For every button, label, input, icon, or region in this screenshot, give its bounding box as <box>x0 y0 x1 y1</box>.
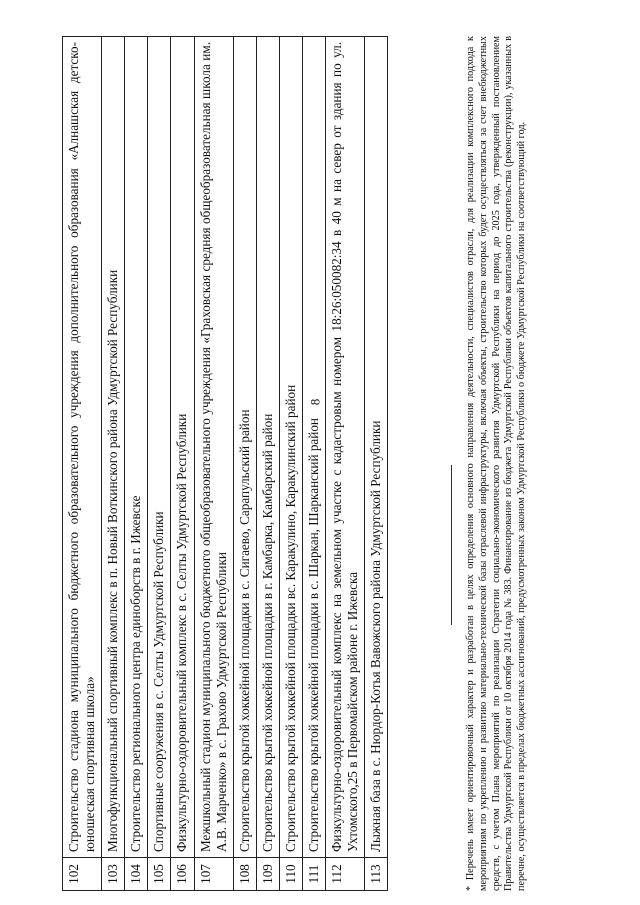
table-row <box>125 37 148 891</box>
row-text: Строительство регионального центра единоборств в г. Ижевске <box>125 37 148 858</box>
row-number: 104 <box>125 858 148 891</box>
row-text: Физкультурно-оздоровительный комплекс на земельном участке с кадастровым номером 18:26:050082:34 в 40 м на север от здания по ул. Ухтомского,25 в Первомайском районе г. Ижевска <box>326 37 365 858</box>
table-row <box>303 37 326 891</box>
row-text: Строительство крытой хоккейной площадки вс. Каракулино, Каракулинский район <box>279 37 302 858</box>
row-number: 112 <box>326 858 365 891</box>
row-text: Физкультурно-оздоровительный комплекс в с. Селты Удмуртской Республики <box>171 37 194 858</box>
row-text: Межшкольный стадион муниципального бюджетного общеобразовательного учреждения «Граховская средняя общеобразовательная школа им. А.В. Марченко» в с. Грахово Удмуртской Республики <box>194 37 233 858</box>
row-number: 107 <box>194 858 233 891</box>
table-row <box>365 37 388 891</box>
footnote-divider <box>451 465 452 625</box>
table-row <box>171 37 194 891</box>
row-text: Лыжная база в с. Нюрдор-Котья Вавожского района Удмуртской Республики <box>365 37 388 858</box>
row-number: 111 <box>303 858 326 891</box>
row-number: 102 <box>63 858 102 891</box>
table-row <box>256 37 279 891</box>
row-number: 113 <box>365 858 388 891</box>
row-text: Строительство стадиона муниципального бюджетного образовательного учреждения дополнительного образования «Алнашская детско-юношеская спортивная школа» <box>63 37 102 858</box>
table-row <box>63 37 102 891</box>
table-row <box>279 37 302 891</box>
footnote: * Перечень имеет ориентировочный характер и разработан в целях определения основного направления деятельности, специалистов отрасли, для реализации комплексного подхода к мероприятиям по укреплению и развитию материально-технической базы отраслевой инфраструктуры, включая объекты, строительство которых будет осуществляться за счет внебюджетных средств, с учетом Плана мероприятий по реализации Стратегии социально-экономического развития Удмуртской Республики на период до 2025 года, утвержденный постановлением Правительства Удмуртской Республики от 10 октября 2014 года № 383. Финансирование из бюджета Удмуртской Республики объектов капитального строительства (реконструкции), указанных в перечне, осуществляется в пределах бюджетных ассигнований, предусмотренных законом Удмуртской Республики о бюджете Удмуртской Республики на соответствующий год. <box>465 36 527 891</box>
page-number: 8 <box>307 398 323 406</box>
row-number: 105 <box>148 858 171 891</box>
row-number: 110 <box>279 858 302 891</box>
table-row <box>233 37 256 891</box>
table-row <box>102 37 125 891</box>
objects-table <box>62 36 388 891</box>
row-number: 103 <box>102 858 125 891</box>
table-row <box>148 37 171 891</box>
row-text: Строительство крытой хоккейной площадки в с. Сигаево, Сарапульский район <box>233 37 256 858</box>
row-number: 106 <box>171 858 194 891</box>
row-text: Многофункциональный спортивный комплекс в п. Новый Воткинского района Удмуртской Республики <box>102 37 125 858</box>
table-row <box>194 37 233 891</box>
row-number: 109 <box>256 858 279 891</box>
row-number: 108 <box>233 858 256 891</box>
row-text: Спортивные сооружения в с. Селты Удмуртской Республики <box>148 37 171 858</box>
table-row <box>326 37 365 891</box>
row-text: Строительство крытой хоккейной площадки в с. Шаркан, Шарканский район <box>303 37 326 858</box>
row-text: Строительство крытой хоккейной площадки в г. Камбарка, Камбарский район <box>256 37 279 858</box>
